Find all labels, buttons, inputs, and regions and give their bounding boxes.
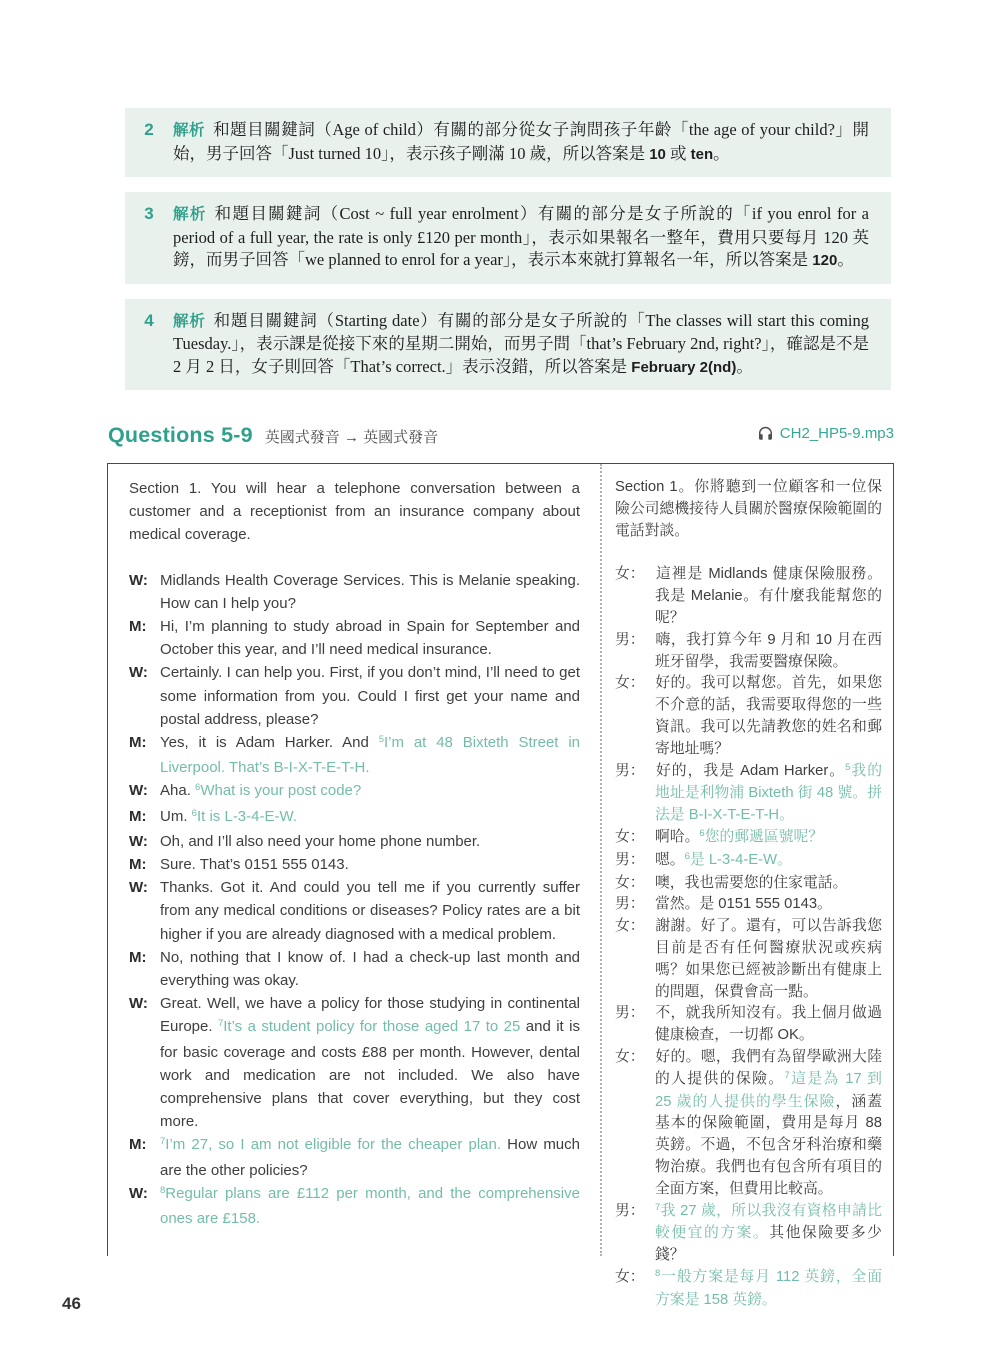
speaker-label: 男： [615, 1202, 645, 1219]
dialogue-turn [129, 805, 580, 830]
speaker-label: 女： [615, 1048, 645, 1065]
body-text: Aha. [160, 782, 196, 800]
explanation-item [125, 192, 891, 284]
answer-number-superscript: 6 [699, 827, 705, 839]
dialogue-turn [129, 1182, 580, 1230]
body-text: Yes, it is Adam Harker. And [160, 734, 379, 752]
speaker-label: 男： [615, 631, 645, 648]
answer-number-superscript: 7 [160, 1136, 166, 1148]
body-text: Great. Well, we have a policy for those studying in continental Europe. [160, 995, 580, 1036]
body-text: 當然。是 0151 555 0143。 [655, 896, 832, 913]
body-text: 嗯。 [655, 851, 685, 868]
highlighted-answer-text: 我 27 歲，所以我沒有資格申請比較便宜的方案。 [655, 1202, 882, 1242]
speaker-label: 男： [615, 1005, 645, 1022]
transcript-english-intro: Section 1. You will hear a telephone conversation between a customer and a receptionist from an insurance company about medical coverage. [129, 480, 580, 544]
answer-number-superscript: 7 [784, 1069, 790, 1081]
body-text: 。 [713, 143, 730, 163]
speaker-label: W: [129, 664, 148, 682]
answer-number-superscript: 8 [160, 1184, 166, 1196]
dialogue-turn [129, 615, 580, 661]
dialogue-turn [129, 830, 580, 853]
speaker-label: 女： [615, 874, 645, 891]
highlighted-answer-text: 一般方案是每月 112 英鎊，全面方案是 158 英鎊。 [655, 1268, 882, 1308]
explanation-number: 4 [144, 310, 154, 330]
explanation-text [173, 310, 869, 380]
dialogue-turn [615, 1003, 882, 1047]
body-text: 噢，我也需要您的住家電話。 [655, 874, 848, 891]
explanation-text [173, 119, 869, 166]
dialogue-turn [615, 850, 882, 873]
body-text: 。 [837, 250, 854, 269]
analysis-label: 解析 [173, 122, 206, 139]
body-text: Midlands Health Coverage Services. This is Melanie speaking. How can I help you? [160, 571, 580, 612]
dialogue-turn [615, 827, 882, 850]
dialogue-turn [129, 779, 580, 804]
questions-title: Questions 5-9 [108, 423, 253, 447]
questions-header-left [108, 423, 438, 448]
dialogue-turn [615, 673, 882, 760]
speaker-label: W: [129, 995, 148, 1013]
body-text: 好的，我是 Adam Harker。 [655, 762, 846, 779]
audio-file-name: CH2_HP5-9.mp3 [779, 425, 894, 442]
highlighted-answer-text: 您的郵遞區號呢？ [704, 828, 824, 845]
body-text: Sure. That’s 0151 555 0143. [160, 856, 349, 874]
speaker-label: 男： [615, 762, 645, 779]
body-text: Thanks. Got it. And could you tell me if you currently suffer from any medical conditions or diseases? Policy rates are a bit higher if you are already diagnosed with a medical problem. [160, 879, 580, 943]
body-text: How much are the other policies? [160, 1136, 580, 1179]
highlighted-answer-text: 我的地址是利物浦 Bixteth 街 48 號。拼法是 B-I-X-T-E-T-H。 [655, 762, 882, 824]
speaker-label: 男： [615, 896, 645, 913]
speaker-label: M: [129, 948, 147, 966]
body-text: and it is for basic coverage and costs £88 per month. However, dental work and medication are not included. We also have comprehensive plans that cover everything, but they cost more. [160, 1018, 580, 1131]
answer-bold-text: 10 [649, 145, 666, 163]
highlighted-answer-text: It is L-3-4-E-W. [196, 807, 297, 825]
dialogue-turn [615, 916, 882, 1003]
body-text: Oh, and I’ll also need your home phone number. [160, 832, 481, 850]
dialogue-turn [129, 1133, 580, 1181]
speaker-label: 女： [615, 918, 645, 935]
transcript-table [107, 463, 894, 1308]
body-text: 謝謝。好了。還有，可以告訴我您目前是否有任何醫療狀況或疾病嗎？如果您已經被診斷出有健康上的問題，保費會高一點。 [655, 918, 882, 1000]
speaker-label: 女： [615, 828, 645, 845]
body-text: ，涵蓋基本的保險範圍，費用是每月 88 英鎊。不過，不包含牙科治療和藥物治療。我們也有包含所有項目的全面方案，但費用比較高。 [655, 1093, 882, 1197]
highlighted-answer-text: 是 L-3-4-E-W。 [689, 851, 792, 868]
answer-bold-text: 120 [812, 252, 838, 269]
answer-number-superscript: 5 [845, 761, 851, 773]
body-text: Certainly. I can help you. First, if you don’t mind, I’ll need to get some information from you. Could I first get your name and postal address, please? [160, 664, 580, 728]
highlighted-answer-text: I’m at 48 Bixteth Street in Liverpool. That’s B-I-X-T-E-T-H. [160, 734, 581, 777]
speaker-label: 女： [615, 1268, 645, 1285]
body-text: 或 [665, 143, 691, 163]
speaker-label: W: [129, 782, 148, 800]
dialogue-turn [129, 731, 580, 779]
speaker-label: M: [129, 856, 147, 874]
body-text: 。 [736, 356, 753, 376]
dialogue-turn [129, 853, 580, 876]
speaker-label: M: [129, 618, 147, 636]
dialogue-turn [615, 873, 882, 895]
highlighted-answer-text: I’m 27, so I am not eligible for the cheaper plan. [165, 1136, 502, 1154]
body-text: 這裡是 Midlands 健康保險服務。我是 Melanie。有什麼我能幫您的呢？ [655, 566, 882, 626]
body-text: 好的。嗯，我們有為留學歐洲大陸的人提供的保險。 [655, 1048, 882, 1087]
explanation-item [125, 299, 891, 391]
answer-number-superscript: 6 [195, 782, 201, 794]
dialogue-turn [129, 992, 580, 1133]
dialogue-turn [615, 630, 882, 674]
answer-number-superscript: 6 [191, 807, 197, 819]
dialogue-turn [615, 894, 882, 916]
answer-number-superscript: 8 [655, 1267, 661, 1279]
audio-file-label [757, 425, 894, 442]
dialogue-turn [129, 876, 580, 946]
answer-bold-text: ten [690, 145, 714, 163]
transcript-chinese-column [602, 464, 893, 1308]
speaker-label: W: [129, 571, 148, 589]
dialogue-turn [615, 1047, 882, 1201]
speaker-label: W: [129, 1184, 148, 1202]
body-text: 不，就我所知沒有。我上個月做過健康檢查，一切都 OK。 [655, 1005, 882, 1044]
speaker-label: M: [129, 807, 147, 825]
dialogue-turn [615, 1267, 882, 1312]
body-text: 其他保險要多少錢？ [655, 1225, 882, 1264]
answer-explanations [125, 108, 891, 405]
body-text: 好的。我可以幫您。首先，如果您不介意的話，我需要取得您的一些資訊。我可以先請教您的姓名和郵寄地址嗎？ [655, 675, 882, 757]
speaker-label: W: [129, 832, 148, 850]
answer-number-superscript: 5 [378, 734, 384, 746]
page-number: 46 [62, 1294, 81, 1313]
dialogue-turn [129, 661, 580, 731]
transcript-chinese-intro: Section 1。你將聽到一位顧客和一位保險公司總機接待人員關於醫療保險範圍的電話對談。 [615, 479, 882, 539]
body-text: No, nothing that I know of. I had a check-up last month and everything was okay. [160, 948, 580, 990]
answer-number-superscript: 6 [684, 850, 690, 862]
explanation-number: 2 [144, 120, 154, 139]
speaker-label: 女： [615, 675, 645, 692]
dialogue-turn [129, 946, 580, 992]
transcript-english-column [108, 464, 602, 1256]
highlighted-answer-text: Regular plans are £112 per month, and the comprehensive ones are £158. [160, 1184, 580, 1228]
highlighted-answer-text: What is your post code? [200, 782, 362, 800]
highlighted-answer-text: It’s a student policy for those aged 17 to 25 [223, 1018, 521, 1036]
questions-subtitle: 英國式發音 → 英國式發音 [264, 429, 439, 446]
speaker-label: 男： [615, 851, 645, 868]
body-text: 嗨，我打算今年 9 月和 10 月在西班牙留學，我需要醫療保險。 [655, 631, 882, 670]
answer-bold-text: February 2(nd) [631, 358, 737, 376]
body-text: 啊哈。 [655, 828, 700, 845]
speaker-label: M: [129, 1136, 147, 1154]
analysis-label: 解析 [173, 206, 207, 223]
body-text: 和題目關鍵詞（Age of child）有關的部分從女子詢問孩子年齡「the age of your child?」開始，男子回答「Just turned 10」，表示孩子剛滿 10 歲，所以答案是 [173, 120, 869, 163]
body-text: 和題目關鍵詞（Cost ~ full year enrolment）有關的部分是女子所說的「if you enrol for a period of a full year, the rate is only £120 per month」，表示如果報名一整年，費用只要每月 120 英鎊，而男子回答「we planned to enrol for a year」，表示本來就打算報名一年，所以答案是 [173, 204, 869, 269]
answer-number-superscript: 7 [217, 1018, 224, 1030]
questions-header [108, 423, 894, 448]
explanation-text [173, 203, 869, 273]
analysis-label: 解析 [173, 312, 206, 330]
headphones-icon [757, 425, 774, 442]
speaker-label: M: [129, 734, 147, 752]
body-text: Hi, I’m planning to study abroad in Spain for September and October this year, and I’ll need medical insurance. [160, 618, 580, 659]
dialogue-turn [615, 564, 882, 629]
explanation-item [125, 108, 891, 177]
body-text: 和題目關鍵詞（Starting date）有關的部分是女子所說的「The classes will start this coming Tuesday.」，表示課是從接下來的星期二開始，而男子問「that’s February 2nd, right?」，確認是不是 2 月 2 日，女子則回答「That’s correct.」表示沒錯，所以答案是 [173, 310, 869, 376]
body-text: Um. [160, 807, 192, 825]
answer-number-superscript: 7 [655, 1201, 661, 1213]
dialogue-turn [615, 1201, 882, 1267]
speaker-label: 女： [615, 566, 645, 583]
explanation-number: 3 [144, 204, 154, 223]
dialogue-turn [129, 569, 580, 615]
speaker-label: W: [129, 879, 148, 897]
dialogue-turn [615, 761, 882, 827]
highlighted-answer-text: 這是為 17 到 25 歲的人提供的學生保險 [655, 1070, 882, 1110]
